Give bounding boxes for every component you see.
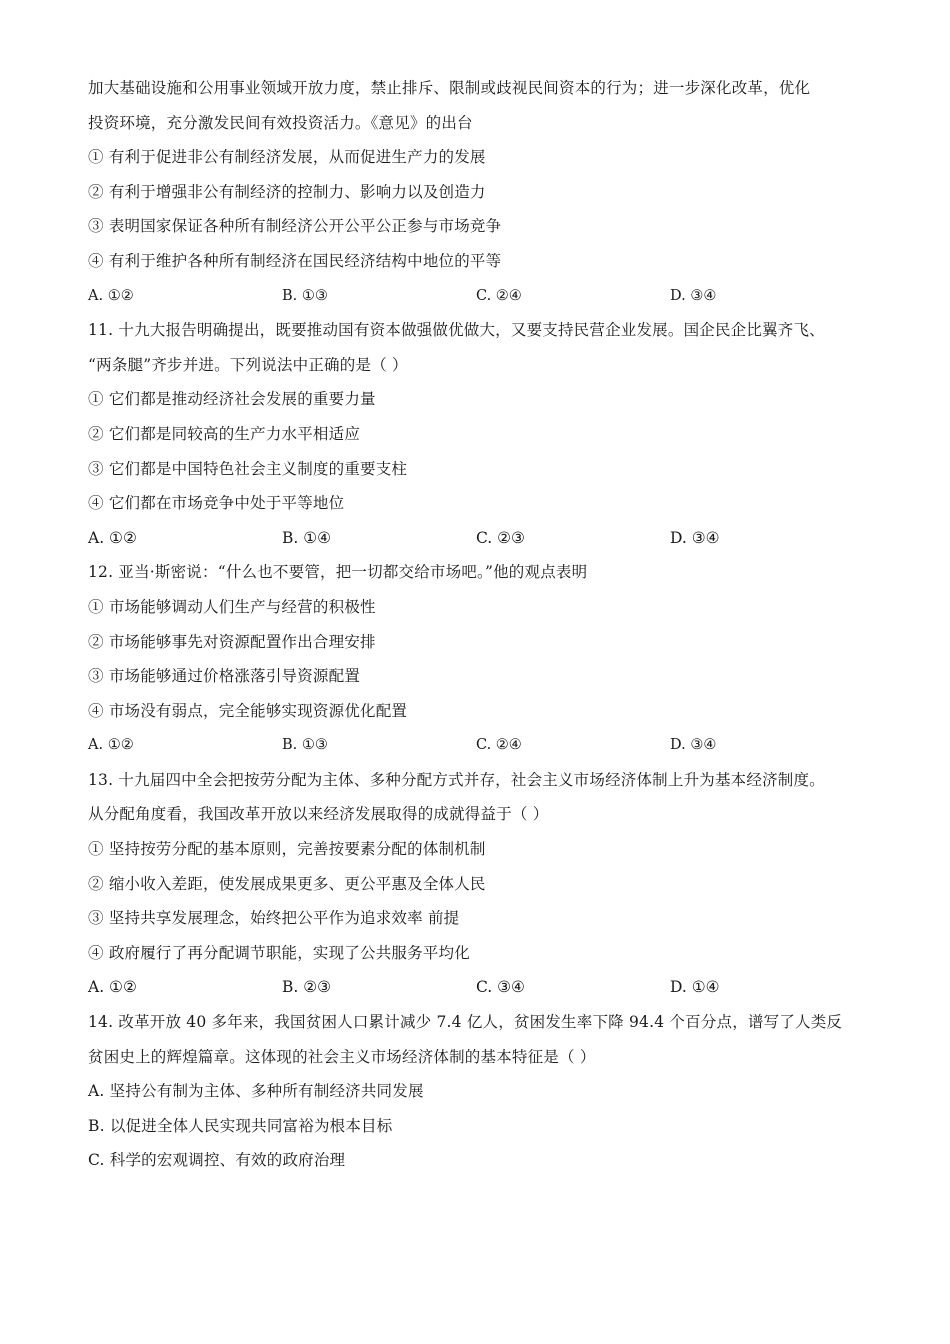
option-b: B. ①③ bbox=[282, 287, 328, 304]
question-stem-line: 投资环境，充分激发民间有效投资活力。《意见》的出台 bbox=[88, 113, 473, 132]
choice-b: B. 以促进全体人民实现共同富裕为根本目标 bbox=[88, 1116, 393, 1135]
choice-c: C. 科学的宏观调控、有效的政府治理 bbox=[88, 1151, 346, 1170]
question-14 bbox=[88, 1012, 868, 1170]
option-c: C. ②④ bbox=[476, 737, 522, 754]
statement-item: ③ 坚持共享发展理念，始终把公平作为追求效率 前提 bbox=[88, 909, 460, 928]
question-12 bbox=[88, 562, 868, 755]
question-stem-line: 12. 亚当·斯密说：“什么也不要管，把一切都交给市场吧。”他的观点表明 bbox=[88, 563, 588, 582]
question-stem-line: 加大基础设施和公用事业领域开放力度，禁止排斥、限制或歧视民间资本的行为；进一步深化改革，优化 bbox=[88, 79, 811, 97]
statement-item: ① 有利于促进非公有制经济发展，从而促进生产力的发展 bbox=[88, 148, 486, 167]
option-a: A. ①② bbox=[88, 287, 134, 304]
statement-item: ① 坚持按劳分配的基本原则，完善按要素分配的体制机制 bbox=[88, 840, 486, 859]
option-b: B. ①④ bbox=[282, 528, 332, 547]
option-d: D. ①④ bbox=[670, 978, 720, 997]
question-stem-line: 13. 十九届四中全会把按劳分配为主体、多种分配方式并存，社会主义市场经济体制上升为基本经济制度。 bbox=[88, 770, 825, 789]
option-c: C. ②④ bbox=[476, 287, 522, 304]
statement-item: ④ 政府履行了再分配调节职能，实现了公共服务平均化 bbox=[88, 943, 470, 962]
statement-item: ③ 表明国家保证各种所有制经济公开公平公正参与市场竞争 bbox=[88, 217, 502, 236]
question-stem-line: 从分配角度看，我国改革开放以来经济发展取得的成就得益于（ ） bbox=[88, 805, 549, 824]
option-a: A. ①② bbox=[88, 528, 137, 547]
option-b: B. ②③ bbox=[282, 978, 332, 997]
exam-page bbox=[88, 78, 868, 1185]
option-d: D. ③④ bbox=[670, 287, 717, 304]
statement-item: ① 它们都是推动经济社会发展的重要力量 bbox=[88, 390, 376, 409]
statement-item: ③ 市场能够通过价格涨落引导资源配置 bbox=[88, 667, 361, 686]
answer-options bbox=[88, 977, 868, 997]
choice-a: A. 坚持公有制为主体、多种所有制经济共同发展 bbox=[88, 1082, 424, 1101]
question-stem-line: 11. 十九大报告明确提出，既要推动国有资本做强做优做大，又要支持民营企业发展。国企民企比翼齐飞、 bbox=[88, 321, 825, 340]
statement-item: ④ 它们都在市场竞争中处于平等地位 bbox=[88, 494, 345, 513]
answer-options bbox=[88, 735, 868, 755]
statement-item: ④ 市场没有弱点，完全能够实现资源优化配置 bbox=[88, 701, 408, 720]
option-a: A. ①② bbox=[88, 737, 134, 754]
question-10-continued bbox=[88, 78, 868, 306]
option-d: D. ③④ bbox=[670, 528, 720, 547]
answer-options bbox=[88, 286, 868, 306]
question-stem-line: “两条腿”齐步并进。下列说法中正确的是（ ） bbox=[88, 355, 408, 374]
statement-item: ④ 有利于维护各种所有制经济在国民经济结构中地位的平等 bbox=[88, 251, 502, 270]
question-stem-line: 贫困史上的辉煌篇章。这体现的社会主义市场经济体制的基本特征是（ ） bbox=[88, 1047, 596, 1066]
statement-item: ① 市场能够调动人们生产与经营的积极性 bbox=[88, 597, 376, 616]
statement-item: ② 缩小收入差距，使发展成果更多、更公平惠及全体人民 bbox=[88, 874, 486, 893]
question-13 bbox=[88, 770, 868, 998]
option-a: A. ①② bbox=[88, 978, 137, 997]
statement-item: ② 有利于增强非公有制经济的控制力、影响力以及创造力 bbox=[88, 182, 486, 201]
statement-item: ③ 它们都是中国特色社会主义制度的重要支柱 bbox=[88, 459, 408, 478]
statement-item: ② 市场能够事先对资源配置作出合理安排 bbox=[88, 632, 376, 651]
statement-item: ② 它们都是同较高的生产力水平相适应 bbox=[88, 424, 361, 443]
option-b: B. ①③ bbox=[282, 737, 328, 754]
answer-options bbox=[88, 528, 868, 548]
question-stem-line: 14. 改革开放 40 多年来，我国贫困人口累计减少 7.4 亿人，贫困发生率下降 94.4 个百分点，谱写了人类反 bbox=[88, 1013, 843, 1032]
option-d: D. ③④ bbox=[670, 737, 717, 754]
question-11 bbox=[88, 320, 868, 548]
option-c: C. ③④ bbox=[476, 978, 525, 997]
option-c: C. ②③ bbox=[476, 528, 525, 547]
